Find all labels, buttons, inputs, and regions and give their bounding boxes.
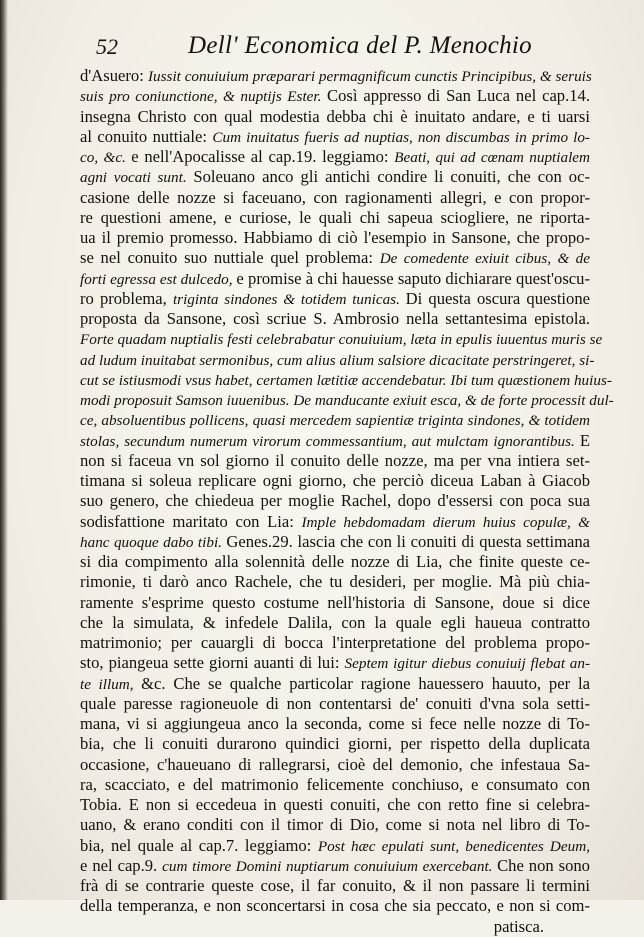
latin-quotation: Iussit conuiuium præparari permagnificum cunctis Principibus, & seruis bbox=[147, 68, 592, 85]
italian-text: e promise à chi hauesse saputo dichiarare quest'oscu- bbox=[236, 268, 590, 288]
italian-text: re questioni amene, e curiose, le quali chi sapeua sciogliere, ne riporta- bbox=[80, 207, 590, 227]
italian-text: d'Asuero: bbox=[80, 66, 148, 85]
text-line bbox=[80, 289, 590, 309]
latin-quotation: te illum, bbox=[80, 675, 142, 693]
text-line bbox=[80, 674, 590, 694]
text-line bbox=[80, 633, 590, 653]
running-title: Dell' Economica del P. Menochio bbox=[188, 32, 532, 59]
text-line bbox=[80, 86, 590, 106]
latin-quotation: Imple hebdomadam dierum huius copulæ, & bbox=[301, 513, 590, 531]
text-line bbox=[80, 451, 590, 471]
text-line bbox=[80, 714, 590, 734]
italian-text: &c. Che se qualche particolar ragione hauessero hauuto, per la bbox=[141, 673, 590, 693]
text-line bbox=[80, 248, 590, 268]
italian-text: ra, scacciato, e del matrimonio felicemente conchiuso, e consumato con bbox=[80, 774, 590, 794]
italian-text: quale paresse ragioneuole di non contentarsi de' conuiti d'vna sola setti- bbox=[80, 693, 590, 713]
text-line bbox=[80, 572, 590, 592]
italian-text: Di questa oscura questione bbox=[405, 288, 590, 308]
latin-quotation: stolas, secundum numerum virorum commessantium, aut mulctam ignorantibus. bbox=[80, 432, 580, 450]
latin-quotation: Post hæc epulati sunt, benedicentes Deum, bbox=[317, 837, 590, 855]
text-line bbox=[80, 107, 590, 127]
latin-quotation: modi proposuit Samson iuuenibus. De manducante exiuit esca, & de forte processit dul- bbox=[80, 392, 614, 409]
text-line bbox=[80, 471, 590, 491]
text-line bbox=[80, 593, 590, 613]
italian-text: occasione, c'haueuano di rallegrarsi, cioè del demonio, che infestaua Sa- bbox=[80, 754, 590, 774]
text-line bbox=[80, 370, 612, 390]
text-line bbox=[80, 228, 590, 248]
text-line bbox=[80, 512, 590, 532]
text-line bbox=[80, 836, 590, 856]
page-number: 52 bbox=[96, 34, 118, 59]
text-line bbox=[80, 269, 590, 289]
text-line bbox=[80, 431, 590, 451]
text-line bbox=[80, 775, 590, 795]
italian-text: ramente s'esprime questo costume nell'historia di Sansone, doue si dice bbox=[80, 592, 590, 612]
text-line bbox=[80, 309, 590, 329]
italian-text: della temperanza, e non sconcertarsi in cosa che sia peccato, e non si com- bbox=[80, 896, 590, 916]
italian-text: sodisfattione maritato con Lia: bbox=[80, 511, 302, 531]
text-line bbox=[80, 532, 590, 552]
latin-quotation: Forte quadam nuptialis festi celebrabatur conuiuium, læta in epulis iuuentus muris se bbox=[80, 331, 603, 349]
italian-text: matrimonio; per cauargli di bocca l'interpretatione del problema propo- bbox=[80, 633, 590, 652]
italian-text: se nel conuito suo nuttiale quel problema: bbox=[80, 248, 380, 268]
text-line bbox=[80, 127, 590, 147]
text-line bbox=[80, 613, 590, 633]
italian-text: rimonie, ti darò anco Rachele, che tu desideri, per moglie. Mà più chia- bbox=[80, 572, 590, 592]
italian-text: Tobia. E non si eccedeua in questi conuiti, che con retto fine si celebra- bbox=[80, 795, 590, 814]
italian-text: Così appresso di San Luca nel cap.14. bbox=[327, 86, 590, 106]
text-line bbox=[80, 188, 590, 208]
italian-text: Soleuano anco gli antichi condire li conuiti, che con oc- bbox=[193, 167, 590, 187]
latin-quotation: Septem igitur diebus conuiuij flebat an- bbox=[344, 655, 590, 673]
italian-text: casione delle nozze si faceuano, con ragionamenti allegri, e con propor- bbox=[80, 187, 590, 207]
page-header bbox=[96, 34, 616, 64]
text-line bbox=[80, 755, 590, 775]
italian-text: insegna Christo con qual modestia debba chi è inuitato andare, e ti uarsi bbox=[80, 106, 590, 126]
text-line bbox=[80, 350, 595, 370]
text-line bbox=[80, 653, 590, 673]
text-line bbox=[80, 410, 590, 430]
text-line bbox=[80, 147, 590, 167]
text-line bbox=[80, 694, 590, 714]
italian-text: Genes.29. lascia che con li conuiti di questa settimana bbox=[226, 531, 591, 551]
italian-text: frà di se contrarie queste cose, il far conuito, & il non passare li termini bbox=[80, 876, 590, 895]
italian-text: timana si soleua replicare ogni giorno, che perciò diceua Laban à Giacob bbox=[80, 471, 590, 490]
text-line bbox=[80, 896, 590, 916]
latin-quotation: forti egressa est dulcedo, bbox=[80, 270, 237, 288]
italian-text: bia, che li conuiti durarono quindici giorni, per rispetto della duplicata bbox=[80, 734, 590, 754]
italian-text: ro problema, bbox=[80, 288, 173, 308]
text-line bbox=[80, 390, 614, 410]
latin-quotation: agni vocati sunt. bbox=[80, 169, 194, 187]
latin-quotation: Beati, qui ad cœnam nuptialem bbox=[394, 149, 591, 166]
italian-text: suo genero, che chiedeua per moglie Rachel, dopo d'essersi con poca sua bbox=[80, 491, 590, 511]
italian-text: patisca. bbox=[493, 916, 544, 936]
italian-text: ua il premio promesso. Habbiamo di ciò l'esempio in Sansone, che propo- bbox=[80, 228, 590, 247]
latin-quotation: hanc quoque dabo tibi. bbox=[80, 533, 227, 551]
latin-quotation: ad ludum inuitabat sermonibus, cum alius alium salsiore dicacitate perstringeret, si- bbox=[80, 351, 595, 369]
latin-quotation: cut se istiusmodi vsus habet, certamen lætitiæ accendebatur. Ibi tum quæstionem huius- bbox=[80, 371, 612, 389]
italian-text: non si faceua vn sol giorno il conuito delle nozze, ma per vna intiera set- bbox=[80, 450, 590, 470]
italian-text: e nell'Apocalisse al cap.19. leggiamo: bbox=[131, 147, 395, 166]
text-line bbox=[80, 552, 590, 572]
italian-text: che la simulata, & infedele Dalila, con la quale egli haueua contratto bbox=[80, 612, 590, 632]
italian-text: Che non sono bbox=[497, 855, 590, 875]
italian-text: E bbox=[579, 430, 590, 450]
italian-text: al conuito nuttiale: bbox=[80, 126, 213, 146]
italian-text: e nel cap.9. bbox=[80, 855, 163, 875]
italian-text: si dia compimento alla solennità delle nozze di Lia, che finite queste ce- bbox=[80, 552, 590, 571]
text-line bbox=[80, 66, 590, 86]
text-line bbox=[80, 876, 590, 896]
latin-quotation: triginta sindones & totidem tunicas. bbox=[172, 290, 406, 308]
text-line bbox=[80, 208, 590, 228]
italian-text: uano, & erano conditi con il timor di Dio, come si nota nel libro di To- bbox=[80, 815, 590, 835]
italian-text: sto, piangeua sette giorni auanti di lui: bbox=[80, 653, 345, 673]
text-line bbox=[80, 167, 590, 187]
latin-quotation: ce, absoluentibus pollicens, quasi mercedem sapientiæ triginta sindones, & totidem bbox=[80, 412, 590, 430]
text-line bbox=[80, 491, 590, 511]
italian-text: mana, vi si aggiungeua anco la seconda, come si fece nelle nozze di To- bbox=[80, 714, 590, 733]
latin-quotation: suis pro coniunctione, & nuptijs Ester. bbox=[80, 88, 327, 106]
text-line bbox=[80, 795, 590, 815]
text-line bbox=[80, 734, 590, 754]
text-line bbox=[80, 329, 603, 349]
body-text bbox=[80, 66, 614, 937]
text-line bbox=[80, 856, 590, 876]
latin-quotation: Cum inuitatus fueris ad nuptias, non discumbas in primo lo- bbox=[212, 128, 590, 146]
text-line bbox=[80, 917, 590, 937]
binding-edge-shadow bbox=[0, 0, 8, 900]
italian-text: proposta da Sansone, così scriue S. Ambrosio nella settantesima epistola. bbox=[80, 309, 590, 328]
italian-text: bia, nel quale al cap.7. leggiamo: bbox=[80, 835, 318, 855]
text-line bbox=[80, 815, 590, 835]
latin-quotation: De comedente exiuit cibus, & de bbox=[379, 250, 590, 268]
latin-quotation: cum timore Domini nuptiarum conuiuium exercebant. bbox=[162, 857, 498, 875]
latin-quotation: co, &c. bbox=[80, 149, 132, 166]
